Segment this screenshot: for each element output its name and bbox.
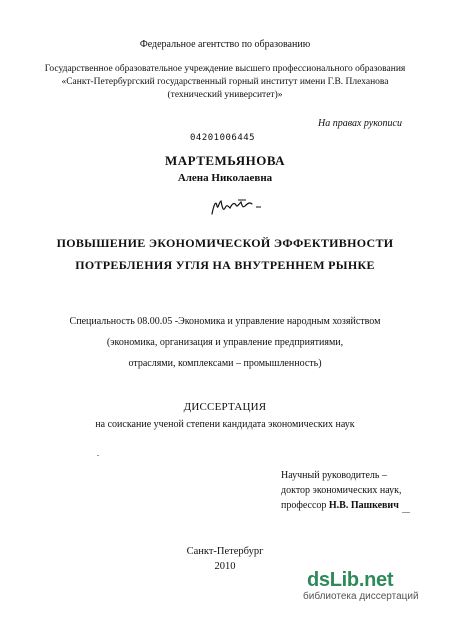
dissertation-subheading: на соискание ученой степени кандидата экономических наук <box>95 419 355 430</box>
supervisor-rank: профессор <box>281 500 329 511</box>
city: Санкт-Петербург <box>186 546 264 557</box>
institution-line: (технический университет)» <box>167 90 283 100</box>
institution-line: Государственное образовательное учреждение высшего профессионального образования <box>44 64 406 74</box>
specialty-line: Специальность 08.00.05 -Экономика и управление народным хозяйством <box>69 316 381 327</box>
specialty-line: (экономика, организация и управление предприятиями, <box>106 337 344 348</box>
title-line: ПОВЫШЕНИЕ ЭКОНОМИЧЕСКОЙ ЭФФЕКТИВНОСТИ <box>56 236 394 250</box>
watermark <box>303 569 447 603</box>
agency-name: Федеральное агентство по образованию <box>139 39 311 50</box>
author-signature <box>208 196 268 220</box>
specialty-block <box>0 311 450 374</box>
scan-speck <box>97 455 99 456</box>
scan-speck <box>402 512 410 513</box>
supervisor-block <box>281 468 402 513</box>
watermark-tagline: библиотека диссертаций <box>303 591 419 602</box>
supervisor-name: Н.В. Пашкевич <box>328 500 399 511</box>
author-last-name: МАРТЕМЬЯНОВА <box>164 153 286 168</box>
dissertation-heading: ДИССЕРТАЦИЯ <box>183 401 267 413</box>
watermark-brand <box>307 569 447 591</box>
year: 2010 <box>214 561 236 572</box>
watermark-brand-name: dsLib <box>307 569 359 591</box>
supervisor-line <box>281 498 402 513</box>
supervisor-line: Научный руководитель – <box>281 470 387 481</box>
specialty-line: отраслями, комплексами – промышленность) <box>128 358 322 369</box>
manuscript-note: На правах рукописи <box>318 118 402 129</box>
document-code: 04201006445 <box>190 133 256 143</box>
author-first-names: Алена Николаевна <box>177 172 273 184</box>
dissertation-title <box>0 232 450 276</box>
supervisor-line: доктор экономических наук, <box>281 485 402 496</box>
institution-block <box>0 63 450 102</box>
title-line: ПОТРЕБЛЕНИЯ УГЛЯ НА ВНУТРЕННЕМ РЫНКЕ <box>75 258 375 272</box>
institution-line: «Санкт-Петербургский государственный горный институт имени Г.В. Плеханова <box>61 77 389 87</box>
watermark-domain: .net <box>358 569 394 591</box>
